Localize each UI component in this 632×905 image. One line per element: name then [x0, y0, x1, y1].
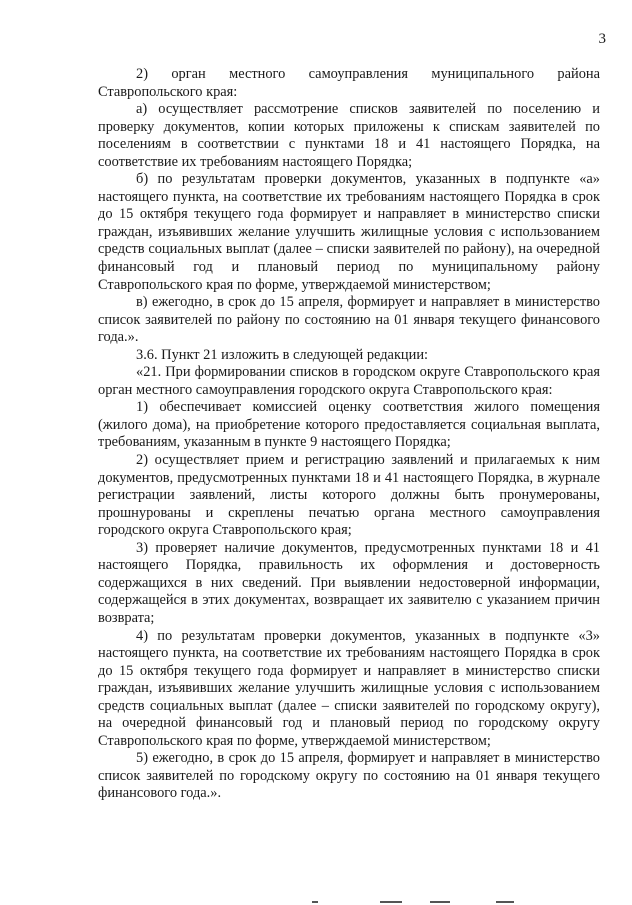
- paragraph-2-district-body: 2) орган местного самоуправления муниципального района Ставропольского края:: [98, 66, 600, 100]
- paragraph-21-item-2: 2) осуществляет прием и регистрацию заявлений и прилагаемых к ним документов, предусмотренных пунктами 18 и 41 настоящего Порядка, в журнале регистрации заявлений, листы которого должны быть пронумерованы, прошнурованы и скреплены печатью органа местного самоуправления городского округа Ставропольского края;: [98, 452, 600, 539]
- paragraph-2v: в) ежегодно, в срок до 15 апреля, формирует и направляет в министерство список заявителей по району по состоянию на 01 января текущего финансового года.».: [98, 294, 600, 346]
- paragraph-2a: а) осуществляет рассмотрение списков заявителей по поселению и проверку документов, копии которых приложены к спискам заявителей по поселениям в соответствии с пунктами 18 и 41 настоящего Порядка, на соответствие их требованиям настоящего Порядка;: [98, 101, 600, 170]
- paragraph-21-item-5: 5) ежегодно, в срок до 15 апреля, формирует и направляет в министерство список заявителей по городскому округу по состоянию на 01 января текущего финансового года.».: [98, 750, 600, 802]
- scan-mark: [496, 901, 514, 903]
- paragraph-21-item-3: 3) проверяет наличие документов, предусмотренных пунктами 18 и 41 настоящего Порядка, правильность их оформления и достоверность содержащихся в них сведений. При выявлении недостоверной информации, содержащейся в этих документах, возвращает их заявителю с указанием причин возврата;: [98, 539, 600, 626]
- paragraph-21-item-1: 1) обеспечивает комиссией оценку соответствия жилого помещения (жилого дома), на приобретение которого предоставляется социальная выплата, требованиям, указанным в пункте 9 настоящего Порядка;: [98, 399, 600, 451]
- paragraph-3-6: 3.6. Пункт 21 изложить в следующей редакции:: [136, 346, 429, 363]
- page-number: 3: [598, 31, 606, 47]
- scan-mark: [380, 901, 402, 903]
- scan-mark: [430, 901, 450, 903]
- paragraph-21: «21. При формировании списков в городском округе Ставропольского края орган местного самоуправления городского округа Ставропольского края:: [98, 364, 600, 398]
- scan-edge-marks: [0, 898, 632, 905]
- paragraph-2b: б) по результатам проверки документов, указанных в подпункте «а» настоящего пункта, на соответствие их требованиям настоящего Порядка в срок до 15 октября текущего года формирует и направляет в министерство списки граждан, изъявивших желание улучшить жилищные условия с использованием средств социальных выплат (далее – списки заявителей по району), на очередной финансовый год и плановый период по муниципальному району Ставропольского края по форме, утверждаемой министерством;: [98, 171, 600, 293]
- scan-mark: [312, 901, 318, 903]
- paragraph-21-item-4: 4) по результатам проверки документов, указанных в подпункте «3» настоящего пункта, на соответствие их требованиям настоящего Порядка в срок до 15 октября текущего года формирует и направляет в министерство списки граждан, изъявивших желание улучшить жилищные условия с использованием средств социальных выплат (далее – списки заявителей по городскому округу), на очередной финансовый год и плановый период по городскому округу Ставропольского края по форме, утверждаемой министерством;: [98, 627, 600, 749]
- document-body: [98, 66, 600, 803]
